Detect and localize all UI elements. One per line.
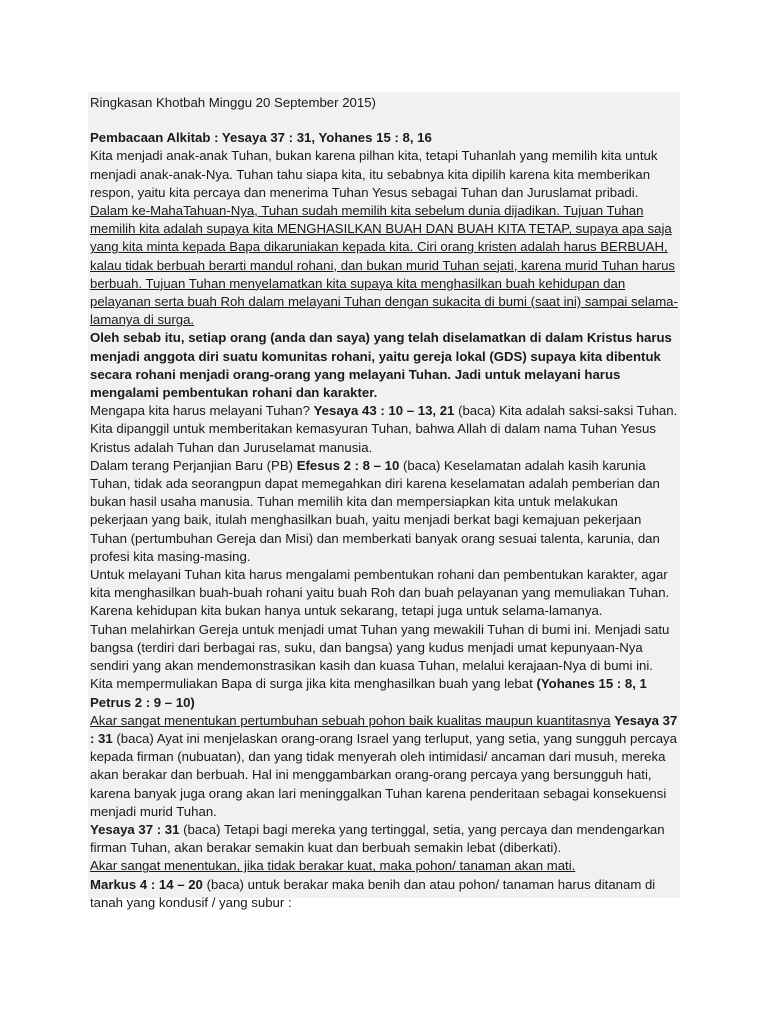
paragraph-why-serve [90, 402, 678, 457]
sermon-summary [88, 92, 680, 912]
reading-heading [90, 129, 678, 147]
document-page [88, 92, 680, 910]
paragraph-why-serve-lead: Mengapa kita harus melayani Tuhan? [90, 403, 314, 419]
paragraph-church: Tuhan melahirkan Gereja untuk menjadi umat Tuhan yang mewakili Tuhan di bumi ini. Menjadi satu bangsa (terdiri dari berbagai ras, suku, dan bangsa) yang kudus menjadi umat kepunyaan-Nya sendiri yang akan mendemonstrasikan kasih dan kuasa Tuhan, melalui kerajaan-Nya di bumi ini. [90, 621, 670, 674]
paragraph-soil [90, 876, 678, 912]
paragraph-new-testament-body: (baca) Keselamatan adalah kasih karunia Tuhan, tidak ada seorangpun dapat memegahkan diri karena keselamatan adalah pemberian dan bukan hasil usaha manusia. Tuhan memilih kita dan mempersiapkan kita untuk melakukan pekerjaan yang baik, itulah menghasilkan buah, yaitu menjadi berkat bagi kemajuan pekerjaan Tuhan (pertumbuhan Gereja dan Misi) dan memberkati banyak orang sesuai talenta, karunia, dan profesi kita masing-masing. [90, 457, 660, 564]
paragraph-roots [90, 712, 678, 821]
paragraph-roots-heading: Akar sangat menentukan pertumbuhan sebuah pohon baik kualitas maupun kuantitasnya [90, 712, 611, 728]
scripture-ref-markus-4: Markus 4 : 14 – 20 [90, 876, 203, 892]
paragraph-roots-body: (baca) Ayat ini menjelaskan orang-orang Israel yang terluput, yang setia, yang sungguh percaya kepada firman (nubuatan), dan yang tidak menyerah oleh intimidasi/ ancaman dari musuh, mereka akan berakar dan berbuah. Hal ini menggambarkan orang-orang percaya yang bersungguh hati, karena banyak juga orang akan lari meninggalkan Tuhan karena penderitaan sebagai konsekuensi menjadi murid Tuhan. [90, 730, 677, 819]
paragraph-remnant [90, 821, 678, 857]
paragraph-new-testament-lead: Dalam terang Perjanjian Baru (PB) [90, 457, 297, 473]
paragraph-chosen: Kita menjadi anak-anak Tuhan, bukan karena pilhan kita, tetapi Tuhanlah yang memilih kita untuk menjadi anak-anak-Nya. Tuhan tahu siapa kita, itu sebabnya kita dipilih karena kita memberikan respon, yaitu kita percaya dan menerima Tuhan Yesus sebagai Tuhan dan Juruslamat pribadi. [90, 148, 658, 200]
paragraph-roots-decisive-text: Akar sangat menentukan, jika tidak berakar kuat, maka pohon/ tanaman akan mati. [90, 858, 576, 874]
scripture-ref-yohanes-15: (Yohanes 15 : 8, 1 Petrus 2 : 9 – 10) [90, 676, 647, 710]
paragraph-soil-body: (baca) untuk berakar maka benih dan atau pohon/ tanaman harus ditanam di tanah yang kondusif / yang subur : [90, 876, 656, 910]
paragraph-community [90, 329, 678, 402]
paragraph-formation: Untuk melayani Tuhan kita harus mengalami pembentukan rohani dan pembentukan karakter, agar kita menghasilkan buah-buah rohani yaitu buah Roh dan buah pelayanan yang memuliakan Tuhan. Karena kehidupan kita bukan hanya untuk sekarang, tetapi juga untuk selama-lamanya. [90, 567, 670, 619]
document-title: Ringkasan Khotbah Minggu 20 September 2015) [90, 95, 376, 110]
paragraph-purpose [90, 202, 678, 329]
paragraph-glorify [90, 675, 678, 711]
paragraph-community-text: Oleh sebab itu, setiap orang (anda dan saya) yang telah diselamatkan di dalam Kristus harus menjadi anggota diri suatu komunitas rohani, yaitu gereja lokal (GDS) supaya kita dibentuk secara rohani menjadi orang-orang yang melayani Tuhan. Jadi untuk melayani harus mengalami pembentukan rohani dan karakter. [90, 330, 672, 401]
paragraph-why-serve-body: (baca) Kita adalah saksi-saksi Tuhan. Kita dipanggil untuk memberitakan kemasyuran Tuhan, bahwa Allah di dalam nama Tuhan Yesus Kristus adalah Tuhan dan Juruselamat manusia. [90, 403, 678, 455]
scripture-ref-efesus-2: Efesus 2 : 8 – 10 [296, 457, 400, 473]
paragraph-new-testament [90, 457, 678, 566]
paragraph-purpose-text: Dalam ke-MahaTahuan-Nya, Tuhan sudah memilih kita sebelum dunia dijadikan. Tujuan Tuhan memilih kita adalah supaya kita MENGHASILKAN BUAH DAN BUAH KITA TETAP, supaya apa saja yang kita minta kepada Bapa dikaruniakan kepada kita. Ciri orang kristen adalah harus BERBUAH, kalau tidak berbuah berarti mandul rohani, dan bukan murid Tuhan sejati, karena murid Tuhan harus berbuah. Tujuan Tuhan menyelamatkan kita supaya kita menghasilkan buah kehidupan dan pelayanan serta buah Roh dalam melayani Tuhan dengan sukacita di bumi (saat ini) sampai selama-lamanya di surga. [90, 203, 678, 328]
scripture-ref-yesaya-37: Yesaya 37 : 31 [90, 712, 678, 746]
scripture-ref-yesaya-37-b: Yesaya 37 : 31 [90, 821, 180, 837]
paragraph-remnant-body: (baca) Tetapi bagi mereka yang tertinggal, setia, yang percaya dan mendengarkan firman Tuhan, akan berakar semakin kuat dan berbuah semakin lebat (diberkati). [90, 821, 665, 856]
paragraph-roots-decisive [90, 857, 678, 875]
reading-heading-text: Pembacaan Alkitab : Yesaya 37 : 31, Yohanes 15 : 8, 16 [90, 130, 432, 146]
paragraph-glorify-lead: Kita mempermuliakan Bapa di surga jika kita menghasilkan buah yang lebat [90, 676, 537, 692]
scripture-ref-yesaya-43: Yesaya 43 : 10 – 13, 21 [313, 403, 455, 419]
